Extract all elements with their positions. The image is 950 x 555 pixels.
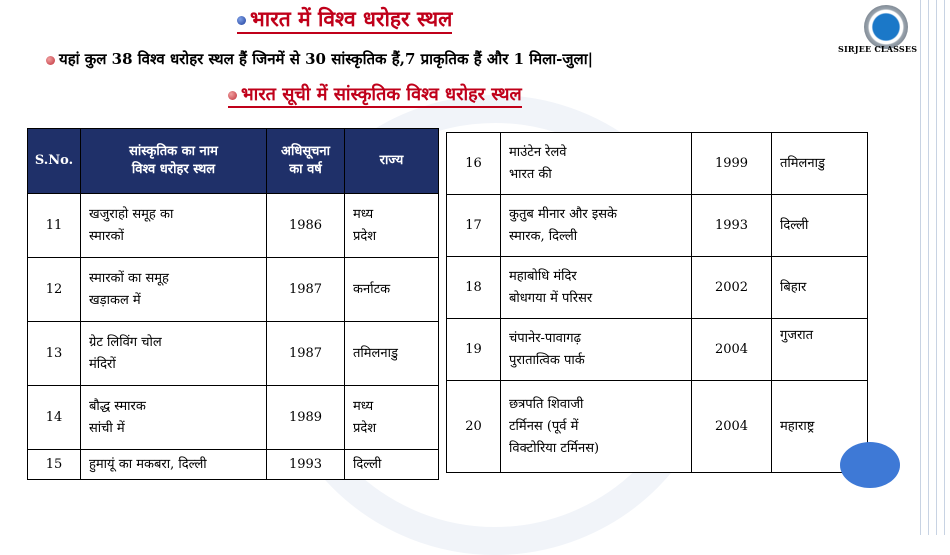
cell-year: 2004	[692, 319, 772, 381]
cell-sno: 12	[28, 258, 81, 322]
cell-site: चंपानेर-पावागढ़ पुरातात्विक पार्क	[501, 319, 692, 381]
header-name: सांस्कृतिक का नाम विश्व धरोहर स्थल	[81, 129, 267, 194]
cell-state: तमिलनाडु	[772, 133, 868, 195]
table-row	[28, 450, 439, 480]
cell-state: मध्य प्रदेश	[345, 194, 439, 258]
cell-year: 1993	[692, 195, 772, 257]
cell-site: स्मारकों का समूह खड़ाकल में	[81, 258, 267, 322]
table-row	[28, 258, 439, 322]
table-row	[28, 194, 439, 258]
cell-state: तमिलनाडु	[345, 322, 439, 386]
cell-site: छत्रपति शिवाजी टर्मिनस (पूर्व में विक्टोरिया टर्मिनस)	[501, 381, 692, 473]
cell-year: 1999	[692, 133, 772, 195]
cell-sno: 15	[28, 450, 81, 480]
right-border-line	[944, 0, 945, 535]
cell-state: महाराष्ट्र	[772, 381, 868, 473]
cell-sno: 13	[28, 322, 81, 386]
header-state: राज्य	[345, 129, 439, 194]
cell-year: 1987	[267, 258, 345, 322]
cell-site: हुमायूं का मकबरा, दिल्ली	[81, 450, 267, 480]
right-border-line	[928, 0, 929, 535]
cell-sno: 18	[447, 257, 501, 319]
table-row	[28, 386, 439, 450]
cell-site: कुतुब मीनार और इसके स्मारक, दिल्ली	[501, 195, 692, 257]
logo-text: SIRJEE CLASSES	[838, 44, 918, 54]
cell-year: 1993	[267, 450, 345, 480]
cell-site: ग्रेट लिविंग चोल मंदिरों	[81, 322, 267, 386]
bullet-icon	[237, 16, 246, 25]
cell-site: माउंटेन रेलवे भारत की	[501, 133, 692, 195]
cell-site: बौद्ध स्मारक सांची में	[81, 386, 267, 450]
page-title: भारत में विश्व धरोहर स्थल	[237, 6, 452, 34]
header-year: अधिसूचना का वर्ष	[267, 129, 345, 194]
cell-year: 1986	[267, 194, 345, 258]
table-row	[447, 257, 868, 319]
decorative-blue-circle	[840, 442, 900, 488]
cell-state: कर्नाटक	[345, 258, 439, 322]
bullet-icon	[46, 56, 55, 65]
cell-sno: 17	[447, 195, 501, 257]
cell-state: दिल्ली	[772, 195, 868, 257]
cell-year: 2002	[692, 257, 772, 319]
table-row	[447, 319, 868, 381]
cell-year: 2004	[692, 381, 772, 473]
table-row	[447, 195, 868, 257]
cell-state: गुजरात	[772, 319, 868, 381]
table-row	[447, 133, 868, 195]
left-heritage-table	[27, 128, 439, 480]
logo-icon	[864, 5, 908, 49]
cell-year: 1987	[267, 322, 345, 386]
right-border-line	[920, 0, 921, 535]
cell-state: दिल्ली	[345, 450, 439, 480]
bullet-icon	[228, 91, 237, 100]
cell-state: बिहार	[772, 257, 868, 319]
section-subtitle: भारत सूची में सांस्कृतिक विश्व धरोहर स्थल	[228, 84, 522, 108]
cell-sno: 19	[447, 319, 501, 381]
table-row	[447, 381, 868, 473]
cell-year: 1989	[267, 386, 345, 450]
cell-sno: 11	[28, 194, 81, 258]
table-header-row	[28, 129, 439, 194]
cell-site: खजुराहो समूह का स्मारकों	[81, 194, 267, 258]
header-sno: S.No.	[28, 129, 81, 194]
table-row	[28, 322, 439, 386]
cell-state: मध्य प्रदेश	[345, 386, 439, 450]
cell-sno: 16	[447, 133, 501, 195]
cell-sno: 20	[447, 381, 501, 473]
cell-site: महाबोधि मंदिर बोधगया में परिसर	[501, 257, 692, 319]
info-line: यहां कुल 38 विश्व धरोहर स्थल हैं जिनमें से 30 सांस्कृतिक हैं,7 प्राकृतिक हैं और 1 मिला-जुला|	[46, 49, 593, 69]
cell-sno: 14	[28, 386, 81, 450]
right-heritage-table	[446, 132, 868, 473]
right-border-line	[936, 0, 937, 535]
